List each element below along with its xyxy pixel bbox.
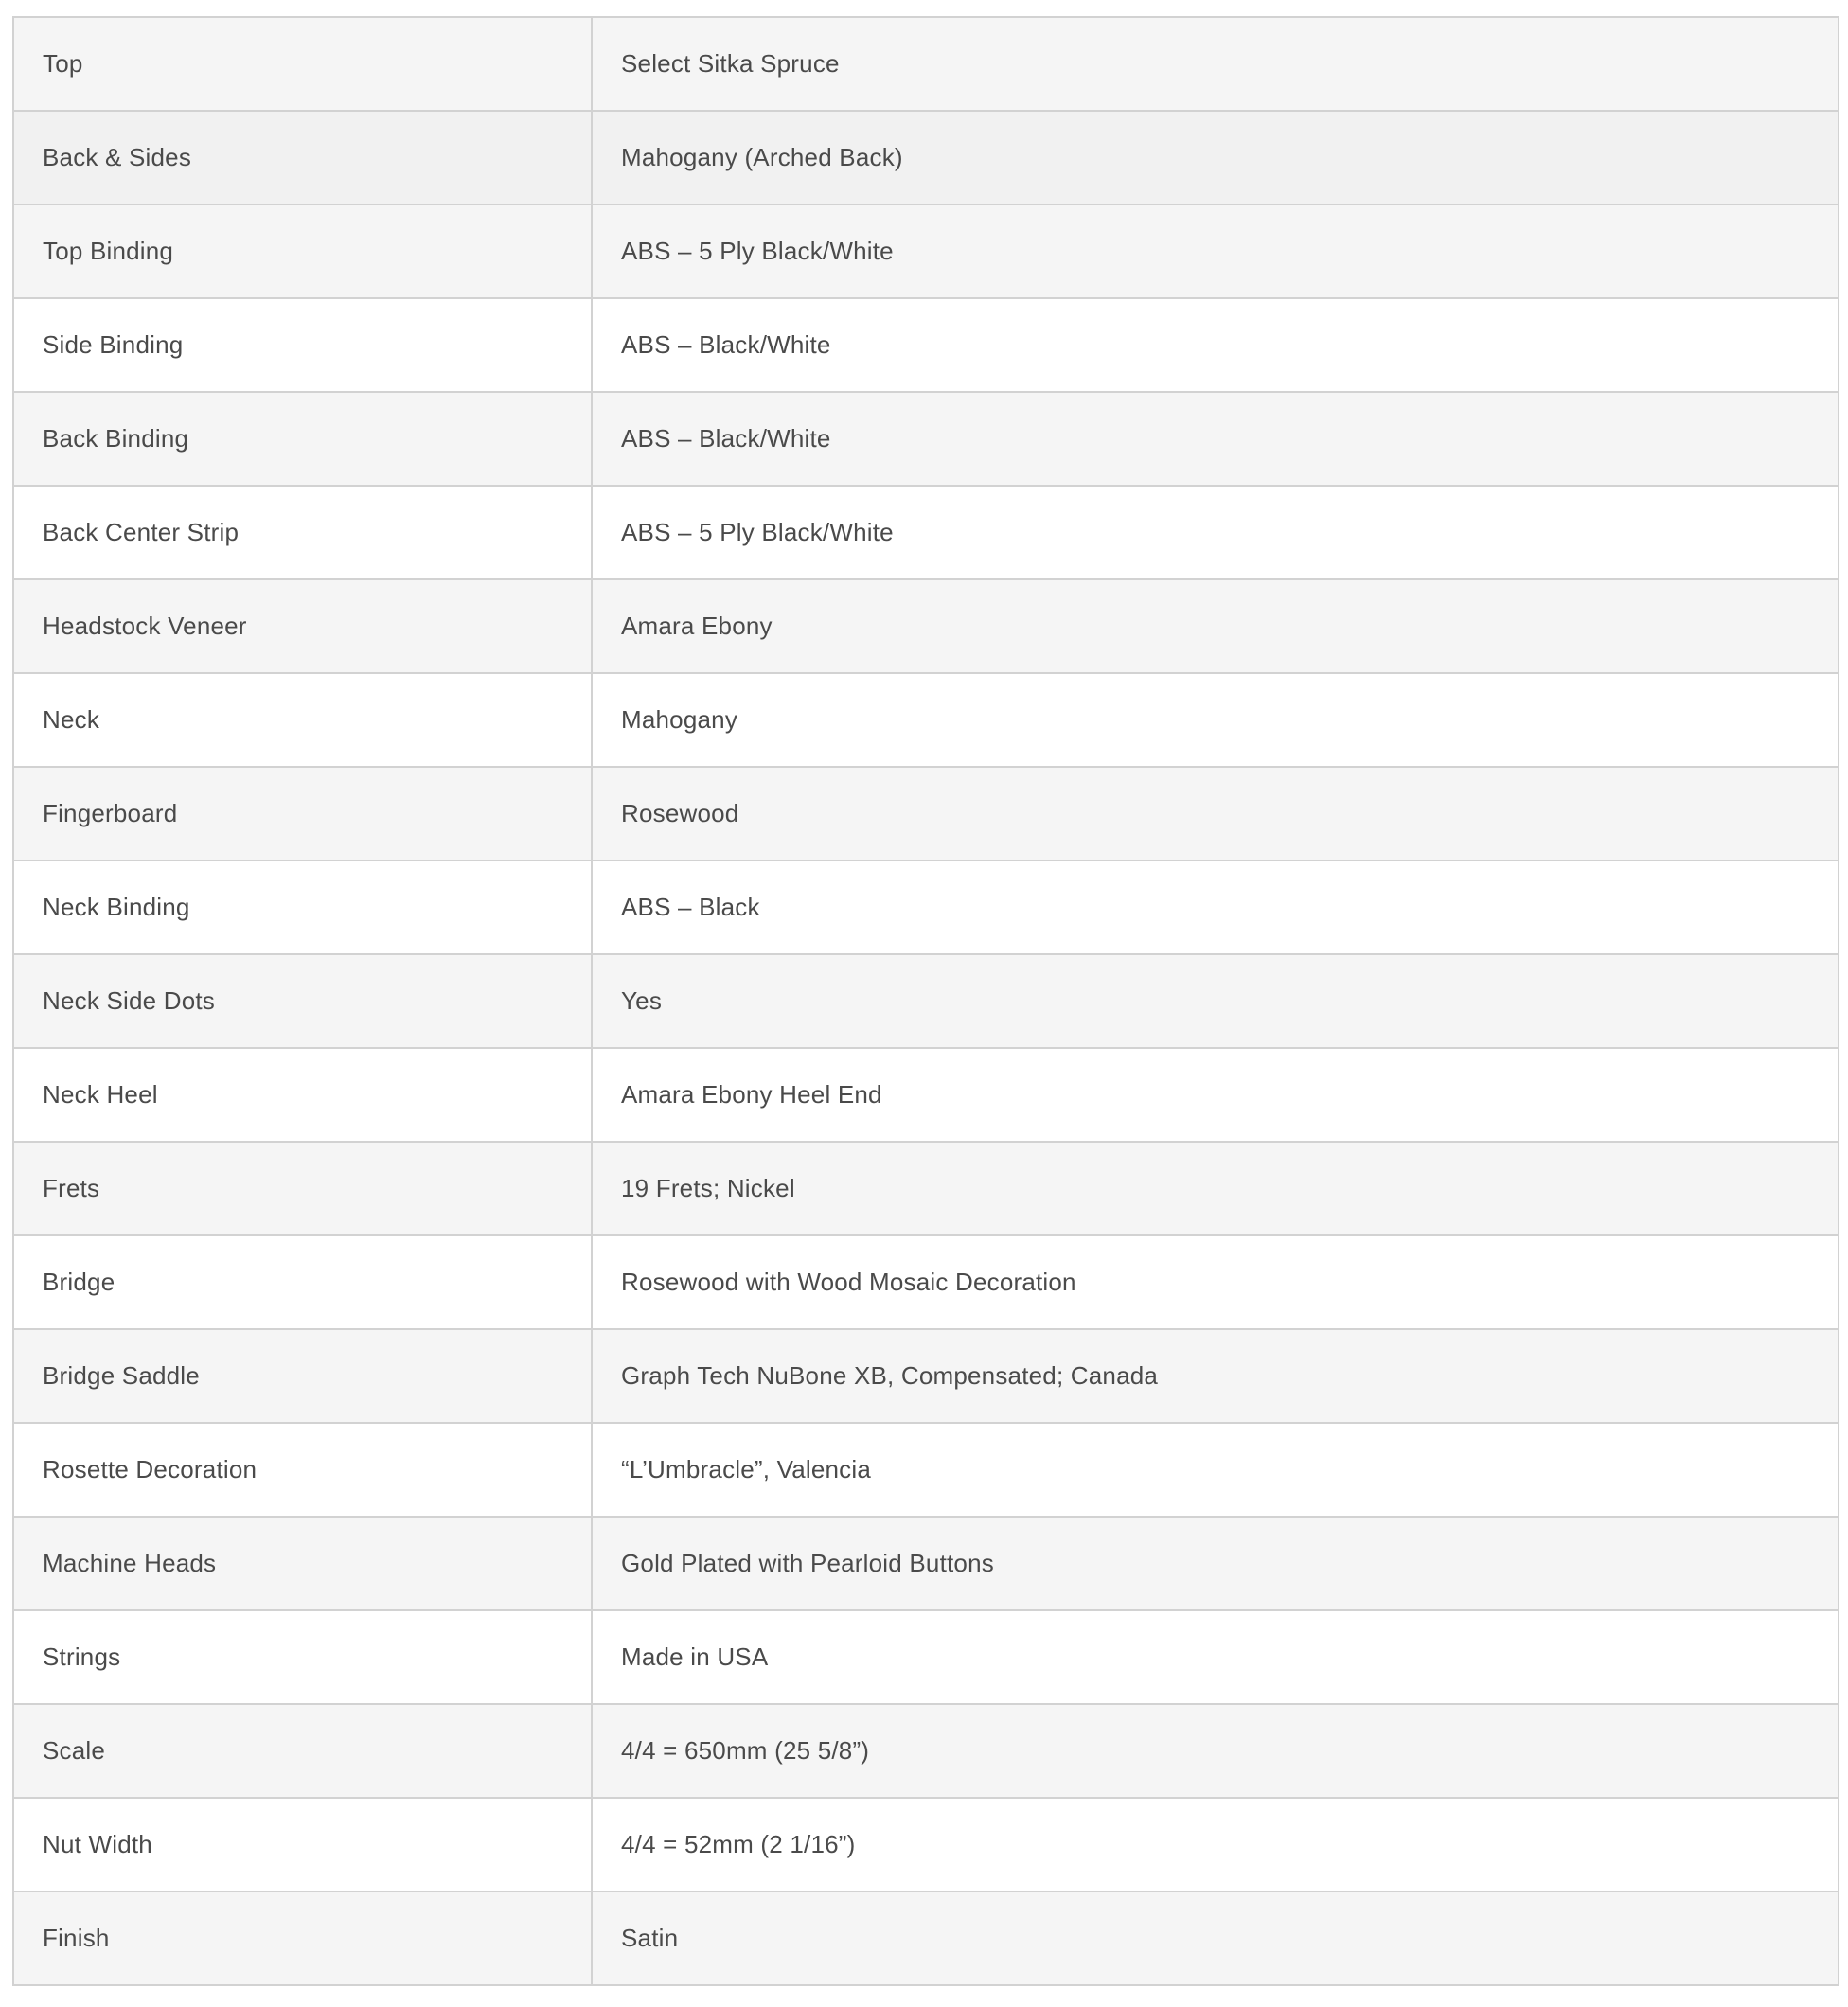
- table-row: [13, 204, 1839, 298]
- spec-label: Side Binding: [13, 298, 592, 392]
- spec-value: “L’Umbracle”, Valencia: [592, 1423, 1839, 1517]
- spec-value: Satin: [592, 1892, 1839, 1985]
- spec-value: Yes: [592, 954, 1839, 1048]
- spec-label: Top: [13, 17, 592, 111]
- specifications-table: [12, 16, 1839, 1986]
- table-row: [13, 1892, 1839, 1985]
- spec-label: Headstock Veneer: [13, 579, 592, 673]
- table-row: [13, 767, 1839, 861]
- table-row: [13, 298, 1839, 392]
- spec-value: Gold Plated with Pearloid Buttons: [592, 1517, 1839, 1610]
- spec-value: Rosewood with Wood Mosaic Decoration: [592, 1235, 1839, 1329]
- spec-value: Select Sitka Spruce: [592, 17, 1839, 111]
- spec-label: Bridge: [13, 1235, 592, 1329]
- spec-label: Neck: [13, 673, 592, 767]
- table-row: [13, 17, 1839, 111]
- spec-label: Fingerboard: [13, 767, 592, 861]
- spec-value: Made in USA: [592, 1610, 1839, 1704]
- spec-label: Finish: [13, 1892, 592, 1985]
- table-row: [13, 861, 1839, 954]
- spec-value: 4/4 = 52mm (2 1/16”): [592, 1798, 1839, 1892]
- table-row: [13, 392, 1839, 486]
- table-row: [13, 579, 1839, 673]
- spec-label: Machine Heads: [13, 1517, 592, 1610]
- spec-value: ABS – 5 Ply Black/White: [592, 486, 1839, 579]
- spec-label: Nut Width: [13, 1798, 592, 1892]
- table-row: [13, 673, 1839, 767]
- spec-label: Rosette Decoration: [13, 1423, 592, 1517]
- spec-label: Frets: [13, 1142, 592, 1235]
- table-row: [13, 1142, 1839, 1235]
- spec-label: Back Center Strip: [13, 486, 592, 579]
- spec-value: ABS – Black: [592, 861, 1839, 954]
- table-row: [13, 1235, 1839, 1329]
- spec-label: Back Binding: [13, 392, 592, 486]
- table-row: [13, 111, 1839, 204]
- spec-value: Mahogany: [592, 673, 1839, 767]
- specifications-table-body: [13, 17, 1839, 1985]
- spec-value: ABS – Black/White: [592, 298, 1839, 392]
- spec-value: ABS – Black/White: [592, 392, 1839, 486]
- table-row: [13, 954, 1839, 1048]
- spec-value: 4/4 = 650mm (25 5/8”): [592, 1704, 1839, 1798]
- table-row: [13, 486, 1839, 579]
- spec-value: Mahogany (Arched Back): [592, 111, 1839, 204]
- table-row: [13, 1704, 1839, 1798]
- spec-label: Neck Heel: [13, 1048, 592, 1142]
- table-row: [13, 1329, 1839, 1423]
- table-row: [13, 1517, 1839, 1610]
- spec-label: Strings: [13, 1610, 592, 1704]
- spec-label: Neck Binding: [13, 861, 592, 954]
- spec-value: Amara Ebony: [592, 579, 1839, 673]
- spec-label: Scale: [13, 1704, 592, 1798]
- table-row: [13, 1048, 1839, 1142]
- spec-label: Bridge Saddle: [13, 1329, 592, 1423]
- spec-value: 19 Frets; Nickel: [592, 1142, 1839, 1235]
- spec-value: Rosewood: [592, 767, 1839, 861]
- table-row: [13, 1610, 1839, 1704]
- table-row: [13, 1798, 1839, 1892]
- spec-value: ABS – 5 Ply Black/White: [592, 204, 1839, 298]
- spec-value: Amara Ebony Heel End: [592, 1048, 1839, 1142]
- spec-label: Neck Side Dots: [13, 954, 592, 1048]
- spec-label: Back & Sides: [13, 111, 592, 204]
- table-row: [13, 1423, 1839, 1517]
- spec-value: Graph Tech NuBone XB, Compensated; Canada: [592, 1329, 1839, 1423]
- spec-label: Top Binding: [13, 204, 592, 298]
